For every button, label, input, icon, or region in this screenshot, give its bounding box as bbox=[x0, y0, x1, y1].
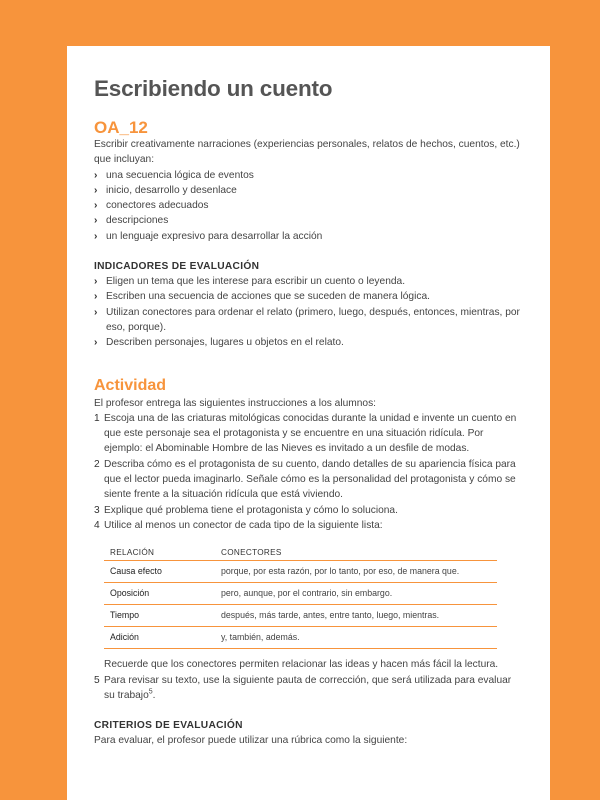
activity-steps bbox=[94, 411, 524, 533]
table-row bbox=[104, 605, 497, 627]
list-item: › conectores adecuados bbox=[94, 198, 524, 213]
table-row bbox=[104, 583, 497, 605]
table-row bbox=[104, 627, 497, 649]
criteria-heading: CRITERIOS DE EVALUACIÓN bbox=[94, 720, 243, 732]
connectors-cell: después, más tarde, antes, entre tanto, luego, mientras. bbox=[215, 605, 497, 627]
connectors-table bbox=[104, 546, 497, 649]
indicators-heading: INDICADORES DE EVALUACIÓN bbox=[94, 261, 260, 273]
list-item: › Escriben una secuencia de acciones que se suceden de manera lógica. bbox=[94, 289, 524, 304]
relation-cell: Causa efecto bbox=[104, 561, 215, 583]
connectors-cell: porque, por esta razón, por lo tanto, por eso, de manera que. bbox=[215, 561, 497, 583]
chevron-right-icon: › bbox=[94, 337, 98, 349]
step-item: 2 Describa cómo es el protagonista de su cuento, dando detalles de su apariencia física para que el lector pueda imaginarlo. Señale cómo es la personalidad del protagonista y cómo se siente frente a la situación ridícula que está viviendo. bbox=[94, 458, 516, 501]
objective-intro: Escribir creativamente narraciones (experiencias personales, relatos de hechos, cuentos, etc.) que incluyan: bbox=[94, 139, 520, 166]
connectors-note: Recuerde que los conectores permiten relacionar las ideas y hacen más fácil la lectura. bbox=[104, 659, 499, 671]
chevron-right-icon: › bbox=[94, 230, 98, 242]
chevron-right-icon: › bbox=[94, 306, 98, 318]
step-item: 3 Explique qué problema tiene el protagonista y cómo lo soluciona. bbox=[94, 504, 398, 516]
column-header-connectors: CONECTORES bbox=[215, 546, 497, 561]
relation-cell: Adición bbox=[104, 627, 215, 649]
step-item: 1 Escoja una de las criaturas mitológicas conocidas durante la unidad e invente un cuento en que este personaje sea el protagonista y se encuentre en una situación ridícula. Por ejemplo: el Abominable Hombre de las Nieves es invitado a un desfile de modas. bbox=[94, 412, 517, 455]
criteria-intro: Para evaluar, el profesor puede utilizar una rúbrica como la siguiente: bbox=[94, 735, 408, 747]
table-row bbox=[104, 561, 497, 583]
activity-heading: Actividad bbox=[94, 376, 167, 394]
chevron-right-icon: › bbox=[94, 276, 98, 288]
step-item: 4 Utilice al menos un conector de cada tipo de la siguiente lista: bbox=[94, 519, 383, 531]
list-item: › un lenguaje expresivo para desarrollar la acción bbox=[94, 229, 524, 244]
footnote-ref: 5 bbox=[148, 688, 153, 696]
list-item: › descripciones bbox=[94, 213, 524, 228]
page-title: Escribiendo un cuento bbox=[94, 76, 333, 101]
table-header-row bbox=[104, 546, 497, 561]
connectors-cell: pero, aunque, por el contrario, sin embargo. bbox=[215, 583, 497, 605]
column-header-relation: RELACIÓN bbox=[104, 546, 215, 561]
connectors-cell: y, también, además. bbox=[215, 627, 497, 649]
list-item: › una secuencia lógica de eventos bbox=[94, 168, 524, 183]
objective-list bbox=[94, 168, 524, 244]
document-page bbox=[67, 46, 550, 800]
list-item: › Describen personajes, lugares u objetos en el relato. bbox=[94, 335, 524, 350]
activity-intro: El profesor entrega las siguientes instrucciones a los alumnos: bbox=[94, 397, 377, 409]
chevron-right-icon: › bbox=[94, 215, 98, 227]
chevron-right-icon: › bbox=[94, 291, 98, 303]
objective-code: OA_12 bbox=[94, 118, 148, 137]
list-item: › inicio, desarrollo y desenlace bbox=[94, 183, 524, 198]
relation-cell: Tiempo bbox=[104, 605, 215, 627]
step-item: 5 Para revisar su texto, use la siguiente pauta de corrección, que será utilizada para evaluar su trabajo$^5$. bbox=[94, 674, 512, 701]
list-item: › Utilizan conectores para ordenar el relato (primero, luego, después, entonces, mientras, por eso, porque). bbox=[94, 306, 520, 333]
relation-cell: Oposición bbox=[104, 583, 215, 605]
indicators-list bbox=[94, 274, 524, 350]
chevron-right-icon: › bbox=[94, 169, 98, 181]
activity-step-5 bbox=[94, 673, 524, 704]
chevron-right-icon: › bbox=[94, 184, 98, 196]
list-item: › Eligen un tema que les interese para escribir un cuento o leyenda. bbox=[94, 274, 524, 289]
chevron-right-icon: › bbox=[94, 200, 98, 212]
